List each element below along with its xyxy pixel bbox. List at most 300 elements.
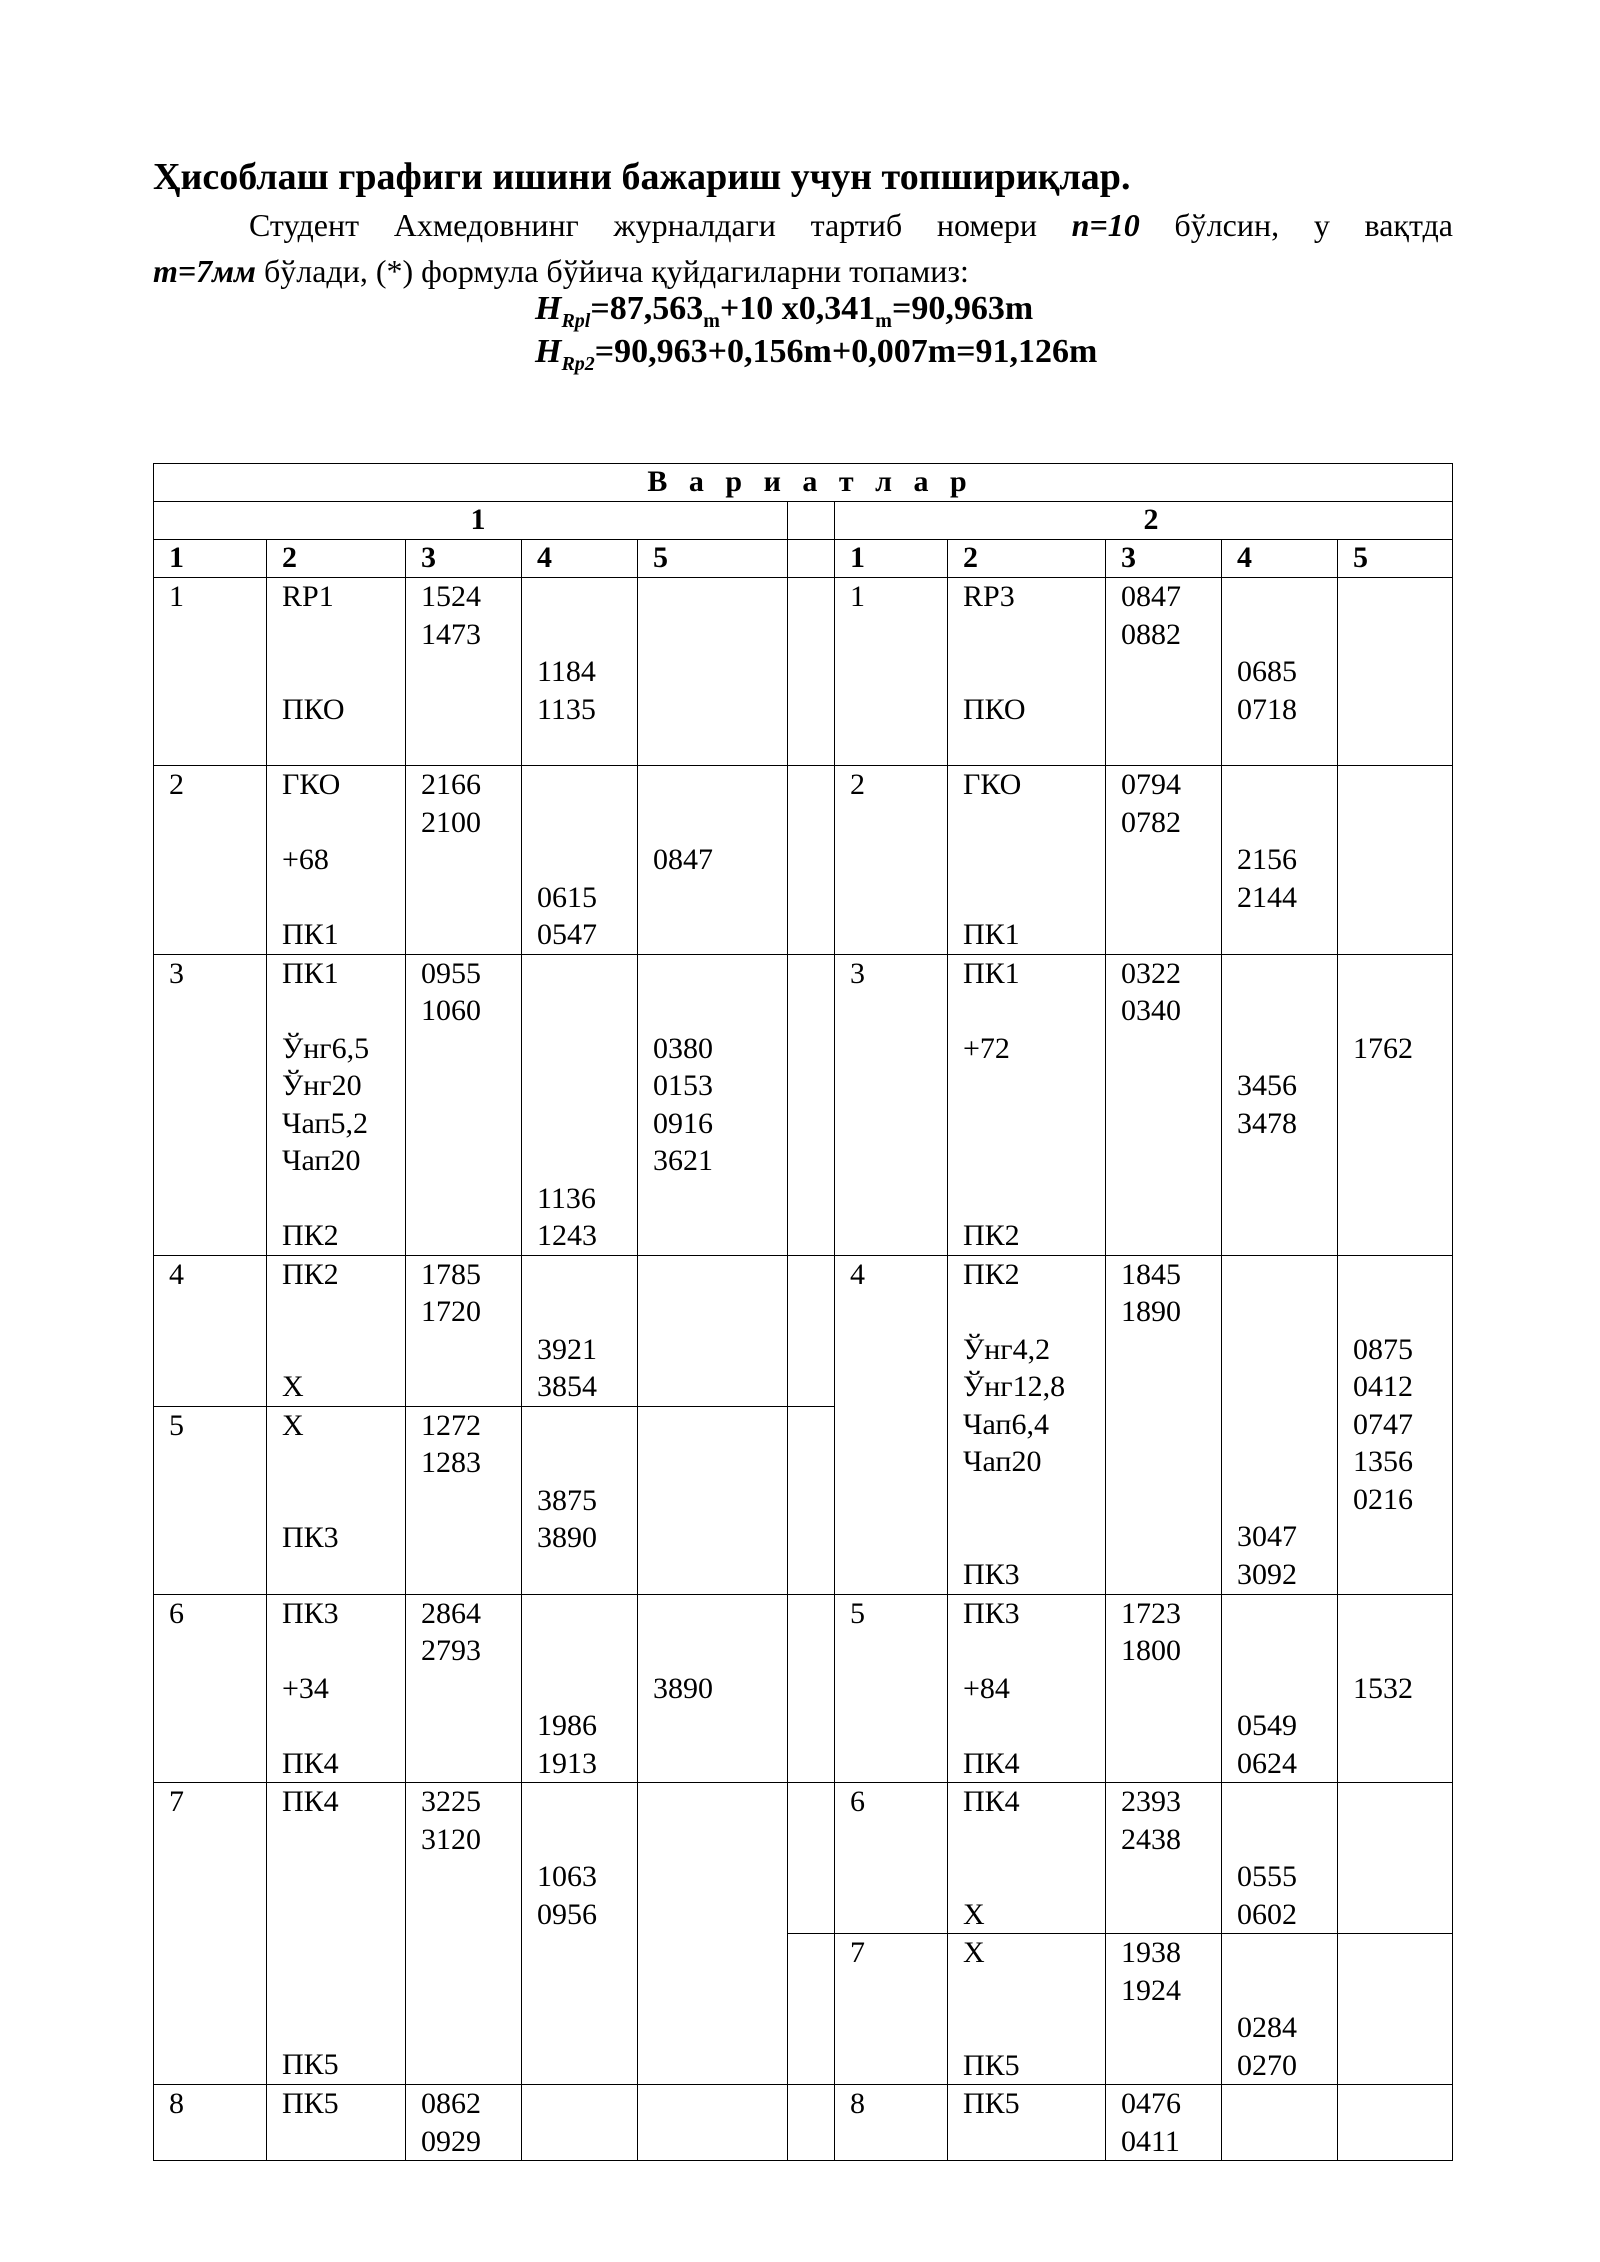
cell-line: 1135 bbox=[537, 692, 596, 726]
spacer-cell bbox=[788, 578, 835, 766]
formula-rp1 bbox=[535, 290, 1033, 333]
cell-line: 1720 bbox=[421, 1295, 481, 1328]
cell-line: ПК5 bbox=[282, 2087, 339, 2120]
table-cell bbox=[267, 2085, 406, 2161]
cell-line: 2144 bbox=[1237, 880, 1297, 914]
table-cell bbox=[1222, 954, 1338, 1255]
table-cell bbox=[406, 954, 522, 1255]
cell-line: 0549 bbox=[1237, 1709, 1297, 1742]
cell-line: 0555 bbox=[1237, 1860, 1297, 1893]
formula-part: +10 х0,341 bbox=[719, 290, 876, 327]
cell-line bbox=[282, 653, 405, 691]
table-cell bbox=[406, 1594, 522, 1783]
table-cell bbox=[835, 766, 948, 955]
cell-line bbox=[537, 766, 637, 804]
cell-line: ПК4 bbox=[282, 1785, 339, 1818]
cell-line bbox=[537, 1293, 637, 1331]
cell-line bbox=[1353, 1293, 1452, 1331]
intro-text-a: Студент Ахмедовнинг журналдаги тартиб номери bbox=[249, 207, 1072, 243]
cell-line: RP1 bbox=[282, 580, 334, 613]
spacer-cell bbox=[788, 540, 835, 578]
cell-line bbox=[282, 1821, 405, 1859]
cell-line bbox=[1353, 1595, 1452, 1633]
cell-line bbox=[1353, 955, 1452, 993]
cell-line: Ўнг20 bbox=[282, 1069, 362, 1102]
table-cell bbox=[406, 1406, 522, 1594]
spacer-cell bbox=[788, 1594, 835, 1783]
cell-line bbox=[537, 992, 637, 1030]
cell-line: ПК3 bbox=[963, 1596, 1020, 1630]
cell-line: 3456 bbox=[1237, 1069, 1297, 1102]
cell-line: ПКО bbox=[282, 692, 345, 726]
table-cell bbox=[835, 2085, 948, 2161]
cell-line bbox=[1237, 1783, 1337, 1821]
cell-line bbox=[1353, 1632, 1452, 1670]
cell-line: ПК1 bbox=[282, 918, 339, 951]
cell-line: 8 bbox=[169, 2087, 184, 2120]
table-cell bbox=[1106, 1594, 1222, 1783]
cell-line: ПК5 bbox=[963, 2087, 1020, 2120]
table-cell bbox=[948, 1783, 1106, 1934]
cell-line: +34 bbox=[282, 1671, 329, 1705]
cell-line bbox=[653, 1632, 787, 1670]
cell-line bbox=[963, 879, 1105, 917]
col-num-header: 1 bbox=[835, 540, 948, 578]
table-cell bbox=[948, 1934, 1106, 2085]
cell-line bbox=[537, 1067, 637, 1105]
cell-line: 3621 bbox=[653, 1144, 713, 1177]
table-cell bbox=[948, 2085, 1106, 2161]
cell-line: 3854 bbox=[537, 1370, 597, 1403]
formula-sub-m: m bbox=[703, 309, 720, 332]
cell-line: 1890 bbox=[1121, 1295, 1181, 1328]
table-cell bbox=[154, 2085, 267, 2161]
cell-line: 1063 bbox=[537, 1860, 597, 1893]
cell-line bbox=[537, 1407, 637, 1445]
cell-line bbox=[537, 1142, 637, 1180]
table-cell bbox=[154, 1594, 267, 1783]
cell-line bbox=[282, 1180, 405, 1218]
cell-line: 6 bbox=[169, 1596, 184, 1630]
cell-line bbox=[1237, 1443, 1337, 1481]
cell-line: ПК1 bbox=[963, 956, 1020, 990]
cell-line: ПК5 bbox=[282, 2047, 339, 2081]
table-cell bbox=[406, 766, 522, 955]
cell-line: 1800 bbox=[1121, 1634, 1181, 1667]
cell-line: 1913 bbox=[537, 1746, 597, 1780]
table-cell bbox=[154, 578, 267, 766]
cell-line: Чап20 bbox=[963, 1445, 1042, 1478]
cell-line bbox=[653, 1595, 787, 1633]
table-cell bbox=[835, 954, 948, 1255]
cell-line: 2438 bbox=[1121, 1822, 1181, 1856]
cell-line: Чап5,2 bbox=[282, 1106, 368, 1140]
cell-line: 3478 bbox=[1237, 1106, 1297, 1140]
cell-line: 0153 bbox=[653, 1069, 713, 1102]
table-cell bbox=[638, 578, 788, 766]
table-cell bbox=[522, 1594, 638, 1783]
formula-part: =87,563 bbox=[590, 290, 704, 327]
cell-line bbox=[1237, 1670, 1337, 1708]
table-cell bbox=[522, 578, 638, 766]
cell-line: 1938 bbox=[1121, 1936, 1181, 1969]
cell-line bbox=[282, 1896, 405, 1934]
table-cell bbox=[638, 766, 788, 955]
cell-line bbox=[963, 1858, 1105, 1896]
table-cell bbox=[406, 1255, 522, 1406]
cell-line bbox=[963, 1518, 1105, 1556]
cell-line bbox=[282, 1707, 405, 1745]
cell-line: 1762 bbox=[1353, 1031, 1413, 1065]
cell-line: 0929 bbox=[421, 2124, 481, 2158]
cell-line: 3225 bbox=[421, 1785, 481, 1818]
table-cell bbox=[1222, 766, 1338, 955]
formula-h: H bbox=[535, 333, 562, 370]
table-cell bbox=[1338, 1934, 1453, 2085]
cell-line: ПК3 bbox=[282, 1521, 339, 1554]
table-cell bbox=[522, 1255, 638, 1406]
cell-line bbox=[1237, 1030, 1337, 1068]
table-cell bbox=[154, 1783, 267, 2085]
table-cell bbox=[1222, 1255, 1338, 1594]
cell-line bbox=[1237, 616, 1337, 654]
spacer-cell bbox=[788, 766, 835, 955]
cell-line bbox=[537, 616, 637, 654]
cell-line: ПК2 bbox=[963, 1257, 1020, 1291]
table-cell bbox=[948, 578, 1106, 766]
cell-line: 1356 bbox=[1353, 1445, 1413, 1478]
table-cell bbox=[1106, 1255, 1222, 1594]
cell-line: 1723 bbox=[1121, 1596, 1181, 1630]
cell-line: 0270 bbox=[1237, 2048, 1297, 2082]
cell-line: Ўнг6,5 bbox=[282, 1031, 370, 1065]
table-cell bbox=[1338, 578, 1453, 766]
cell-line bbox=[963, 1481, 1105, 1519]
col-num-header: 4 bbox=[1222, 540, 1338, 578]
cell-line: 1060 bbox=[421, 994, 481, 1027]
cell-line: 2156 bbox=[1237, 843, 1297, 876]
cell-line: 1 bbox=[850, 580, 865, 613]
cell-line bbox=[1237, 992, 1337, 1030]
cell-line: 0882 bbox=[1121, 617, 1181, 651]
table-cell bbox=[948, 954, 1106, 1255]
cell-line: Х bbox=[282, 1408, 304, 1442]
cell-line bbox=[537, 1821, 637, 1859]
intro-line-2 bbox=[153, 248, 1453, 294]
cell-line: ПК2 bbox=[963, 1219, 1020, 1252]
cell-line: +72 bbox=[963, 1031, 1010, 1065]
cell-line: 8 bbox=[850, 2087, 865, 2120]
cell-line: 3120 bbox=[421, 1822, 481, 1856]
table-cell bbox=[1338, 2085, 1453, 2161]
cell-line: ПК5 bbox=[963, 2048, 1020, 2082]
table-header: В а р и а т л а р bbox=[154, 464, 1453, 502]
cell-line: ПК1 bbox=[282, 956, 339, 990]
table-cell bbox=[1222, 1934, 1338, 2085]
cell-line: 0284 bbox=[1237, 2011, 1297, 2044]
cell-line: 2 bbox=[169, 768, 184, 801]
cell-line bbox=[1237, 1368, 1337, 1406]
variants-table bbox=[153, 463, 1453, 2161]
col-num-header: 4 bbox=[522, 540, 638, 578]
cell-line bbox=[282, 1971, 405, 2009]
cell-line: 0956 bbox=[537, 1897, 597, 1931]
cell-line bbox=[282, 1858, 405, 1896]
cell-line bbox=[963, 1821, 1105, 1859]
cell-line bbox=[963, 653, 1105, 691]
cell-line: 1845 bbox=[1121, 1257, 1181, 1291]
table-cell bbox=[1106, 766, 1222, 955]
cell-line: 1184 bbox=[537, 655, 596, 688]
cell-line: 0602 bbox=[1237, 1897, 1297, 1931]
cell-line: 0747 bbox=[1353, 1407, 1413, 1441]
table-cell bbox=[154, 1406, 267, 1594]
cell-line bbox=[1237, 1821, 1337, 1859]
cell-line: 5 bbox=[169, 1408, 184, 1442]
table-cell bbox=[154, 1255, 267, 1406]
table-cell bbox=[835, 578, 948, 766]
cell-line: 0624 bbox=[1237, 1746, 1297, 1780]
cell-line bbox=[1237, 804, 1337, 842]
cell-line bbox=[653, 992, 787, 1030]
cell-line bbox=[963, 1105, 1105, 1143]
table-cell bbox=[522, 954, 638, 1255]
cell-line bbox=[1237, 1481, 1337, 1519]
cell-line: 3890 bbox=[537, 1521, 597, 1554]
table-cell bbox=[1338, 1594, 1453, 1783]
n-equation: n=10 bbox=[1071, 207, 1140, 243]
cell-line: ПК2 bbox=[282, 1257, 339, 1291]
table-cell bbox=[1222, 2085, 1338, 2161]
table-cell bbox=[1338, 954, 1453, 1255]
table-cell bbox=[406, 578, 522, 766]
col-num-header: 2 bbox=[267, 540, 406, 578]
table-cell bbox=[1106, 2085, 1222, 2161]
cell-line bbox=[282, 992, 405, 1030]
cell-line: 0380 bbox=[653, 1031, 713, 1065]
table-cell bbox=[835, 1934, 948, 2085]
table-cell bbox=[1222, 578, 1338, 766]
cell-line: 0782 bbox=[1121, 805, 1181, 839]
cell-line bbox=[282, 1632, 405, 1670]
cell-line bbox=[963, 1293, 1105, 1331]
cell-line bbox=[537, 841, 637, 879]
table-cell bbox=[638, 1255, 788, 1406]
cell-line: 0216 bbox=[1353, 1482, 1413, 1516]
spacer-cell bbox=[788, 1934, 835, 2085]
cell-line bbox=[1237, 1972, 1337, 2010]
variant-1-header: 1 bbox=[154, 502, 788, 540]
cell-line: +84 bbox=[963, 1671, 1010, 1705]
page-title: Ҳисоблаш графиги ишини бажариш учун топшириқлар. bbox=[153, 156, 1131, 198]
cell-line bbox=[537, 1030, 637, 1068]
table-cell bbox=[835, 1783, 948, 1934]
cell-line: 3890 bbox=[653, 1671, 713, 1705]
cell-line: 0718 bbox=[1237, 692, 1297, 726]
cell-line: 2393 bbox=[1121, 1785, 1181, 1818]
cell-line: 1283 bbox=[421, 1446, 481, 1479]
cell-line: Х bbox=[963, 1936, 985, 1969]
spacer-cell bbox=[788, 502, 835, 540]
cell-line: 2100 bbox=[421, 805, 481, 839]
col-num-header: 5 bbox=[1338, 540, 1453, 578]
cell-line bbox=[1237, 1595, 1337, 1633]
cell-line: 4 bbox=[169, 1257, 184, 1291]
cell-line bbox=[1237, 1934, 1337, 1972]
cell-line: 1272 bbox=[421, 1408, 481, 1442]
cell-line: Чап20 bbox=[282, 1144, 361, 1177]
intro-text-b: бўлсин, у вақтда bbox=[1139, 207, 1453, 243]
cell-line: Ўнг12,8 bbox=[963, 1370, 1066, 1403]
cell-line bbox=[653, 766, 787, 804]
intro-line-1 bbox=[153, 202, 1453, 248]
cell-line: Х bbox=[963, 1897, 985, 1931]
cell-line bbox=[282, 1933, 405, 1971]
cell-line: 0862 bbox=[421, 2087, 481, 2120]
cell-line bbox=[1237, 1256, 1337, 1294]
table-cell bbox=[267, 578, 406, 766]
cell-line bbox=[1353, 1256, 1452, 1294]
cell-line: 2864 bbox=[421, 1596, 481, 1630]
spacer-cell bbox=[788, 1783, 835, 1934]
table-cell bbox=[522, 1406, 638, 1594]
cell-line bbox=[537, 1444, 637, 1482]
col-num-header: 3 bbox=[406, 540, 522, 578]
table-cell bbox=[406, 2085, 522, 2161]
cell-line: 4 bbox=[850, 1257, 865, 1291]
m-equation: m=7мм bbox=[153, 253, 256, 289]
cell-line bbox=[282, 804, 405, 842]
cell-line bbox=[537, 804, 637, 842]
table-cell bbox=[267, 954, 406, 1255]
table-cell bbox=[835, 1594, 948, 1783]
cell-line bbox=[537, 1783, 637, 1821]
formula-rp2 bbox=[535, 333, 1097, 376]
cell-line bbox=[537, 955, 637, 993]
cell-line bbox=[963, 1632, 1105, 1670]
cell-line: 0955 bbox=[421, 956, 481, 990]
cell-line: 1986 bbox=[537, 1709, 597, 1742]
cell-line bbox=[1237, 1331, 1337, 1369]
cell-line bbox=[963, 1142, 1105, 1180]
formula-part: =90,963+0,156m+0,007m=91,126m bbox=[594, 333, 1098, 370]
cell-line bbox=[1353, 992, 1452, 1030]
table-cell bbox=[638, 954, 788, 1255]
cell-line: 1924 bbox=[1121, 1973, 1181, 2007]
table-cell bbox=[522, 2085, 638, 2161]
table-cell bbox=[1106, 578, 1222, 766]
cell-line bbox=[963, 616, 1105, 654]
cell-line: ГКО bbox=[282, 768, 341, 801]
cell-line bbox=[1237, 955, 1337, 993]
cell-line bbox=[537, 1595, 637, 1633]
cell-line: 1243 bbox=[537, 1219, 597, 1252]
cell-line bbox=[963, 992, 1105, 1030]
variant-2-header: 2 bbox=[835, 502, 1453, 540]
cell-line: 3921 bbox=[537, 1332, 597, 1366]
cell-line bbox=[282, 2008, 405, 2046]
cell-line bbox=[537, 1670, 637, 1708]
table-cell bbox=[638, 1594, 788, 1783]
formula-sub-m: m bbox=[875, 309, 892, 332]
cell-line: 2166 bbox=[421, 768, 481, 801]
cell-line: 1532 bbox=[1353, 1671, 1413, 1705]
cell-line: ПК2 bbox=[282, 1219, 339, 1252]
table-cell bbox=[267, 766, 406, 955]
table-cell bbox=[267, 1255, 406, 1406]
cell-line: ПК4 bbox=[282, 1746, 339, 1780]
spacer-cell bbox=[788, 954, 835, 1255]
cell-line: 3 bbox=[169, 956, 184, 990]
table-cell bbox=[638, 1783, 788, 2085]
cell-line: 0412 bbox=[1353, 1370, 1413, 1403]
cell-line bbox=[1237, 1632, 1337, 1670]
cell-line bbox=[537, 578, 637, 616]
cell-line: 0547 bbox=[537, 918, 597, 951]
cell-line: 0847 bbox=[1121, 580, 1181, 613]
cell-line: Х bbox=[282, 1370, 304, 1403]
table-cell bbox=[638, 2085, 788, 2161]
cell-line bbox=[282, 1482, 405, 1520]
col-num-header: 3 bbox=[1106, 540, 1222, 578]
cell-line: RP3 bbox=[963, 580, 1015, 613]
table-cell bbox=[154, 954, 267, 1255]
table-cell bbox=[1222, 1783, 1338, 1934]
cell-line bbox=[1237, 766, 1337, 804]
table-cell bbox=[638, 1406, 788, 1594]
cell-line: 2793 bbox=[421, 1634, 481, 1667]
cell-line bbox=[282, 1331, 405, 1369]
cell-line: ПКО bbox=[963, 692, 1026, 726]
cell-line: 0615 bbox=[537, 880, 597, 914]
cell-line: ПК3 bbox=[282, 1596, 339, 1630]
table-cell bbox=[1106, 1934, 1222, 2085]
cell-line: 1 bbox=[169, 580, 184, 613]
cell-line: 0794 bbox=[1121, 768, 1181, 801]
table-cell bbox=[835, 1255, 948, 1594]
cell-line: 1136 bbox=[537, 1181, 596, 1215]
table-cell bbox=[1106, 954, 1222, 1255]
cell-line bbox=[282, 1444, 405, 1482]
cell-line bbox=[282, 1293, 405, 1331]
formula-sub: Rpl bbox=[561, 309, 591, 332]
cell-line bbox=[282, 616, 405, 654]
cell-line bbox=[963, 804, 1105, 842]
cell-line bbox=[537, 1632, 637, 1670]
table-cell bbox=[948, 1255, 1106, 1594]
table-cell bbox=[1106, 1783, 1222, 1934]
cell-line bbox=[1237, 578, 1337, 616]
cell-line: 0476 bbox=[1121, 2087, 1181, 2120]
table-cell bbox=[948, 1594, 1106, 1783]
cell-line bbox=[537, 1256, 637, 1294]
cell-line bbox=[653, 955, 787, 993]
cell-line: 1473 bbox=[421, 617, 481, 651]
cell-line: 3092 bbox=[1237, 1557, 1297, 1591]
spacer-cell bbox=[788, 2085, 835, 2161]
cell-line: 0411 bbox=[1121, 2124, 1180, 2158]
cell-line: Чап6,4 bbox=[963, 1407, 1049, 1441]
cell-line bbox=[653, 804, 787, 842]
table-cell bbox=[522, 1783, 638, 2085]
cell-line bbox=[1237, 1293, 1337, 1331]
table-cell bbox=[267, 1594, 406, 1783]
spacer-cell bbox=[788, 1406, 835, 1594]
table-cell bbox=[267, 1783, 406, 2085]
intro-text-c: бўлади, (*) формула бўйича қуйдагиларни топамиз: bbox=[255, 253, 969, 289]
col-num-header: 2 bbox=[948, 540, 1106, 578]
cell-line: 0322 bbox=[1121, 956, 1181, 990]
